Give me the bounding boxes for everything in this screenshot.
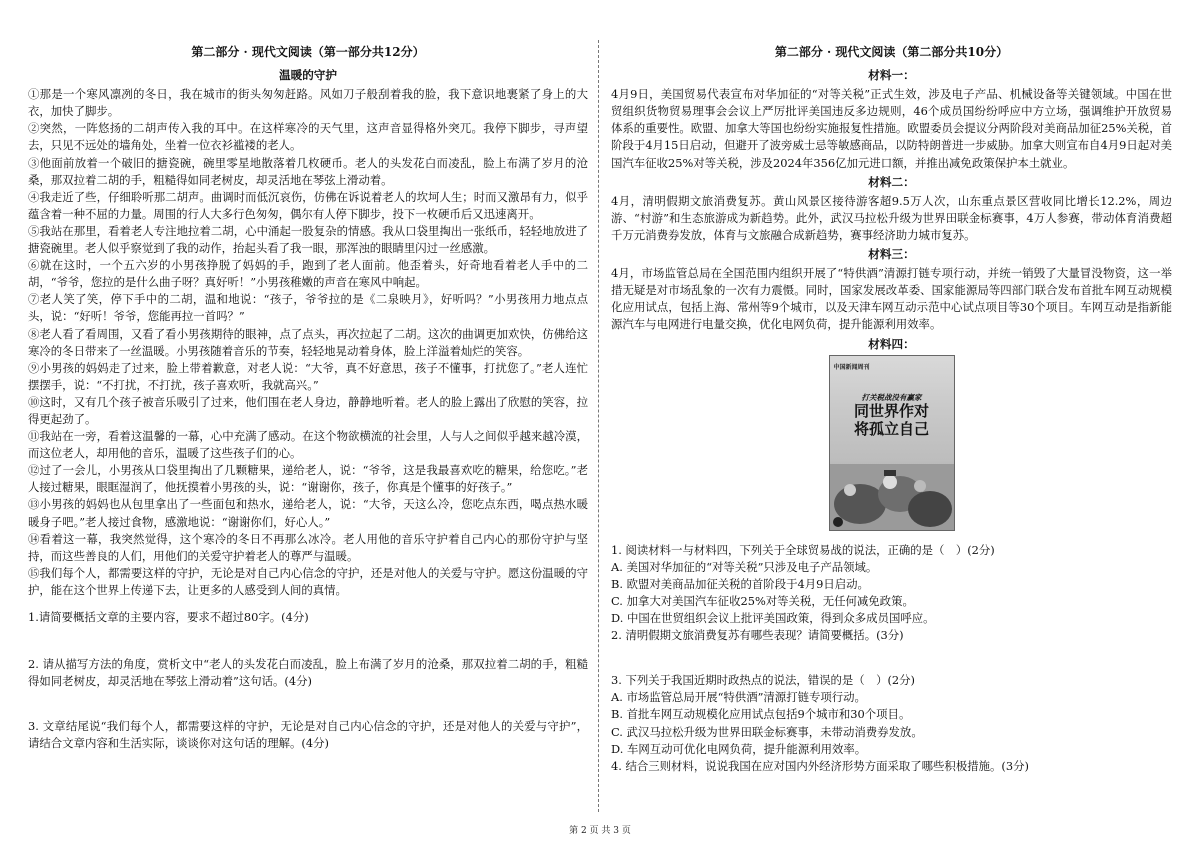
option: B. 首批车网互动规模化应用试点包括9个城市和30个项目。: [611, 707, 911, 722]
paragraph: ①那是一个寒风凛冽的冬日，我在城市的街头匆匆赶路。风如刀子般刮着我的脸，我下意识地裹紧了身上的大衣，加快了脚步。: [28, 87, 588, 119]
paragraph: ⑭看着这一幕，我突然觉得，这个寒冷的冬日不再那么冰冷。老人用他的音乐守护着自己内心的那份守护与坚持，而这些善良的人们，用他们的关爱守护着老人的尊严与温暖。: [28, 531, 588, 563]
paragraph: ⑤我站在那里，看着老人专注地拉着二胡，心中涌起一股复杂的情感。我从口袋里掏出一张纸币，轻轻地放进了搪瓷碗里。老人似乎察觉到了我的动作，抬起头看了我一眼，那浑浊的眼睛里闪过一丝感激。: [28, 223, 588, 256]
right-question-1: 1. 阅读材料一与材料四，下列关于全球贸易战的说法，正确的是（ ）(2分): [611, 542, 995, 557]
paragraph: ⑬小男孩的妈妈也从包里拿出了一些面包和热水，递给老人，说：“大爷，天这么冷，您吃点东西，喝点热水暖暖身子吧。”老人接过食物，感激地说：“谢谢你们，好心人。”: [28, 497, 588, 529]
question-1: 1.请简要概括文章的主要内容，要求不超过80字。(4分): [28, 610, 309, 624]
magazine-cover-image: [829, 355, 955, 531]
material-3-title: 材料三：: [868, 247, 915, 262]
option: B. 欧盟对美商品加征关税的首阶段于4月9日启动。: [611, 576, 869, 591]
right-question-2: 2. 清明假期文旅消费复苏有哪些表现？请简要概括。(3分): [611, 628, 904, 643]
right-section-title: 第二部分 · 现代文阅读（第二部分共10分）: [774, 45, 1009, 59]
paragraph: ⑮我们每个人，都需要这样的守护，无论是对自己内心信念的守护，还是对他人的关爱与守护。愿这份温暖的守护，能在这个世界上传递下去，让更多的人感受到人间的真情。: [28, 565, 588, 597]
option: D. 车网互动可优化电网负荷，提升能源利用效率。: [611, 741, 867, 756]
option: C. 加拿大对美国汽车征收25%对等关税，无任何减免政策。: [611, 593, 914, 608]
material-1-text: 4月9日，美国贸易代表宣布对华加征的“对等关税”正式生效，涉及电子产品、机械设备等关键领域。中国在世贸组织货物贸易理事会会议上严厉批评美国违反多边规则，46个成员国纷纷呼应中方立场，强调维护开放贸易体系的重要性。欧盟、加拿大等国也纷纷实施报复性措施。欧盟委员会提议分两阶段对美商品加征25%关税，首阶段于4月15日启动，但避开了波旁威士忌等敏感商品，以防特朗普进一步威胁。加拿大则宣布自4月9日起对美国汽车征收25%对等关税，涉及2024年356亿加元进口额，并推出减免政策保护本土就业。: [611, 87, 1172, 170]
paragraph: ⑨小男孩的妈妈走了过来，脸上带着歉意，对老人说：“大爷，真不好意思，孩子不懂事，打扰您了。”老人连忙摆摆手，说：“不打扰，不打扰，孩子喜欢听，我就高兴。”: [28, 360, 588, 392]
question-2: 2. 请从描写方法的角度，赏析文中“老人的头发花白而凌乱，脸上布满了岁月的沧桑，那双拉着二胡的手，粗糙得如同老树皮，却灵活地在琴弦上滑动着”这句话。(4分): [28, 657, 588, 689]
material-3-text: 4月，市场监管总局在全国范围内组织开展了“特供酒”清源打链专项行动，并统一销毁了大量冒没物资，这一举措无疑是对市场乱象的一次有力震慑。同时，国家发展改革委、国家能源局等四部门联合发布首批车网互动规模化应用试点，包括上海、常州等9个城市，以及天津车网互动示范中心试点项目等30个项目。车网互动是指新能源汽车与电网进行电量交换，优化电网负荷，提升能源利用效率。: [611, 266, 1172, 332]
material-2-title: 材料二：: [868, 174, 915, 189]
left-column: [28, 44, 588, 808]
material-4-title: 材料四：: [868, 336, 915, 351]
poster-subhead: 打关税战没有赢家: [861, 392, 922, 402]
option: A. 市场监管总局开展“特供酒”清源打链专项行动。: [611, 690, 866, 705]
material-2-text: 4月，清明假期文旅消费复苏。黄山风景区接待游客超9.5万人次，山东重点景区营收同比增长12.2%，周边游、“村游”和生态旅游成为新趋势。此外，武汉马拉松升级为世界田联金标赛事，4万人参赛，带动体育消费超千万元消费券发放，体育与文旅融合成新趋势，赛事经济助力城市复苏。: [611, 193, 1172, 242]
poster-wrap: [611, 355, 1172, 536]
paragraph: ⑩这时，又有几个孩子被音乐吸引了过来，他们围在老人身边，静静地听着。老人的脸上露出了欣慰的笑容，拉得更起劲了。: [28, 394, 588, 426]
paragraph: ⑪我站在一旁，看着这温馨的一幕，心中充满了感动。在这个物欲横流的社会里，人与人之间似乎越来越冷漠，而这位老人，却用他的音乐，温暖了这些孩子们的心。: [28, 429, 588, 461]
poster-illustration: [830, 464, 954, 530]
page-footer: 第 2 页 共 3 页: [569, 826, 631, 836]
right-question-3: 3. 下列关于我国近期时政热点的说法，错误的是（ ）(2分): [611, 673, 915, 688]
poster-headline-line: 将孤立自己: [853, 419, 929, 438]
option: C. 武汉马拉松升级为世界田联金标赛事，未带动消费券发放。: [611, 724, 923, 739]
paragraph: ⑥就在这时，一个五六岁的小男孩挣脱了妈妈的手，跑到了老人面前。他歪着头，好奇地看着老人手中的二胡，“爷爷，您拉的是什么曲子呀？真好听！”小男孩稚嫩的声音在寒风中响起。: [28, 258, 588, 290]
paragraph: ⑦老人笑了笑，停下手中的二胡，温和地说：“孩子，爷爷拉的是《二泉映月》，好听吗？”小男孩用力地点点头，说：“好听！爷爷，您能再拉一首吗？”: [28, 292, 588, 324]
poster-masthead: 中国新闻周刊: [833, 363, 870, 371]
column-divider: [598, 40, 599, 812]
material-1-title: 材料一：: [868, 68, 915, 83]
paragraph: ②突然，一阵悠扬的二胡声传入我的耳中。在这样寒冷的天气里，这声音显得格外突兀。我停下脚步，寻声望去，只见不远处的墙角处，坐着一位衣衫褴褛的老人。: [28, 121, 588, 153]
question-3: 3. 文章结尾说“我们每个人，都需要这样的守护，无论是对自己内心信念的守护，还是对他人的关爱与守护”，请结合文章内容和生活实际，谈谈你对这句话的理解。(4分): [28, 719, 588, 751]
paragraph: ⑫过了一会儿，小男孩从口袋里掏出了几颗糖果，递给老人，说：“爷爷，这是我最喜欢吃的糖果，给您吃。”老人接过糖果，眼眶湿润了，他抚摸着小男孩的头，说：“谢谢你，孩子，你真是个懂事的好孩子。”: [28, 463, 588, 495]
left-section-title: 第二部分 · 现代文阅读（第一部分共12分）: [191, 45, 425, 59]
paragraph: ③他面前放着一个破旧的搪瓷碗，碗里零星地散落着几枚硬币。老人的头发花白而凌乱，脸上布满了岁月的沧桑，那双拉着二胡的手，粗糙得如同老树皮，却灵活地在琴弦上滑动着。: [28, 155, 588, 187]
article-title: 温暖的守护: [279, 68, 337, 83]
right-question-4: 4. 结合三则材料，说说我国在应对国内外经济形势方面采取了哪些积极措施。(3分): [611, 758, 1029, 773]
paragraph: ⑧老人看了看周围，又看了看小男孩期待的眼神，点了点头，再次拉起了二胡。这次的曲调更加欢快，仿佛给这寒冷的冬日带来了一丝温暖。小男孩随着音乐的节奏，轻轻地晃动着身体，脸上洋溢着灿烂的笑容。: [28, 326, 588, 358]
poster-headline-line: 同世界作对: [853, 401, 929, 420]
poster-headline: [836, 402, 948, 438]
option: A. 美国对华加征的“对等关税”只涉及电子产品领域。: [611, 559, 878, 574]
right-column: [611, 44, 1172, 808]
option: D. 中国在世贸组织会议上批评美国政策，得到众多成员国呼应。: [611, 611, 935, 626]
paragraph: ④我走近了些，仔细聆听那二胡声。曲调时而低沉哀伤，仿佛在诉说着老人的坎坷人生；时而又激昂有力，似乎蕴含着一种不屈的力量。周围的行人大多行色匆匆，偶尔有人停下脚步，投下一枚硬币后又迅速离开。: [28, 189, 588, 221]
